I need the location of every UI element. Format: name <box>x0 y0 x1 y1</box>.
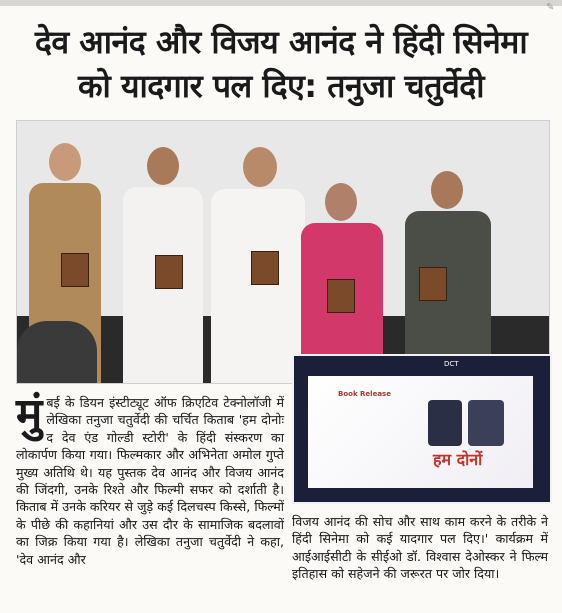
slide-book-title: हम दोनों <box>433 450 483 469</box>
person-5 <box>399 171 495 383</box>
inset-logo: DCT <box>444 360 459 368</box>
event-photo <box>16 120 550 384</box>
drop-cap: मुं <box>16 389 43 440</box>
presentation-slide <box>308 376 533 488</box>
headline-line-2: को यादगार पल दिए: तनुजा चतुर्वेदी <box>77 67 485 105</box>
headline-line-1: देव आनंद और विजय आनंद ने हिंदी सिनेमा <box>34 23 528 61</box>
person-3 <box>207 147 307 383</box>
article-column-1 <box>16 389 284 568</box>
headline <box>8 20 554 108</box>
portrait-2 <box>468 400 504 446</box>
article-text-2: विजय आनंद की सोच और साथ काम करने के तरीके ने हिंदी सिनेमा को कई यादगार पल दिए।' कार्यक्रम में आईआईसीटी के सीईओ डॉ. विश्वास देओस्कर ने फिल्म इतिहास को सहेजने की जरूरत पर जोर दिया। <box>292 514 548 582</box>
person-4 <box>295 183 387 383</box>
article-text-1: बई के डियन इंस्टीट्यूट ऑफ क्रिएटिव टेक्नोलॉजी में लेखिका तनुजा चतुर्वेदी की चर्चित किताब 'हम दोनोः द देव एंड गोल्डी स्टोरी' के हिंदी संस्करण का लोकार्पण किया गया। फिल्मकार और अभिनेता अमोल गुप्ते मुख्य अतिथि थे। यह पुस्तक देव आनंद और विजय आनंद की जिंदगी, उनके रिश्ते और फिल्मी सफर को दर्शाती है। किताब में उनके करियर से जुड़े कई दिलचस्प किस्से, फिल्मों के पीछे की कहानियां और उस दौर के सामाजिक बदलावों का जिक्र किया गया है। लेखिका तनुजा चतुर्वेदी ने कहा, 'देव आनंद और <box>16 395 284 567</box>
pin-icon: ✎ <box>546 2 555 13</box>
inset-photo <box>292 354 552 504</box>
slide-title: Book Release <box>338 390 391 398</box>
top-rule <box>0 0 562 6</box>
person-2 <box>117 147 207 383</box>
article-column-2 <box>292 513 548 583</box>
camera-operator <box>17 321 97 384</box>
portrait-1 <box>428 400 462 446</box>
